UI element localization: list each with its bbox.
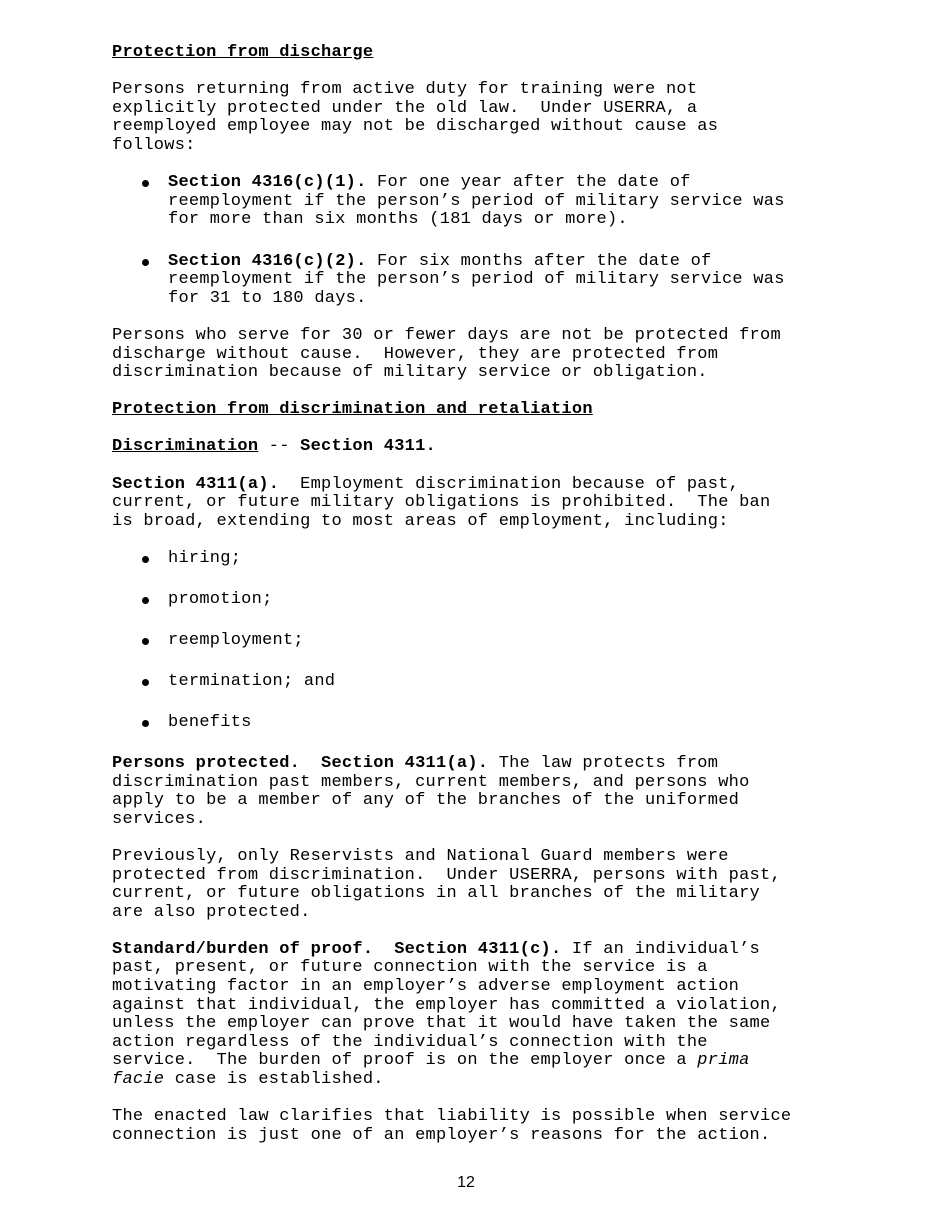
discrimination-subheading-separator: --: [258, 437, 301, 457]
discrimination-subheading: [112, 438, 872, 457]
bullet-icon: [142, 679, 149, 686]
discrimination-subheading-label: Discrimination: [112, 437, 259, 457]
list-item: [112, 174, 872, 230]
section-4311a-text: Employment discrimination because of past, current, or future military obligations is prohibited. The ban is broad, extending to most areas of employment, including:: [112, 474, 771, 531]
persons-protected-text: The law protects from discrimination past members, current members, and persons who apply to be a member of any of the branches of the uniformed services.: [112, 753, 750, 829]
section-4316c1-label: Section 4316(c)(1).: [168, 173, 367, 193]
list-item: [112, 714, 872, 733]
discrimination-subheading-section: Section 4311.: [300, 437, 437, 457]
discharge-closing-paragraph: Persons who serve for 30 or fewer days are not be protected from discharge without cause. However, they are protected from discrimination because of military service or obligation.: [112, 325, 781, 383]
page-number: 12: [457, 1174, 475, 1191]
prima-italic: prima: [697, 1051, 750, 1071]
persons-protected-paragraph: [112, 755, 872, 829]
burden-of-proof-text: If an individual’s past, present, or future connection with the service is a motivating factor in an employer’s adverse employment action against that individual, the employer has committed a violation, unless the employer can prove that it would have taken the same action regardless of the individual’s connection with the service. The burden of proof is on the employer once a: [112, 939, 781, 1071]
section-4311a-paragraph: [112, 476, 872, 532]
burden-of-proof-end: case is established.: [164, 1070, 384, 1090]
list-item: [112, 632, 872, 651]
burden-of-proof-label: Standard/burden of proof. Section 4311(c).: [112, 939, 562, 959]
list-item: [112, 550, 872, 569]
discharge-intro-paragraph: Persons returning from active duty for training were not explicitly protected under the old law. Under USERRA, a reemployed employee may not be discharged without cause as follows:: [112, 80, 719, 155]
area-hiring: hiring;: [168, 549, 242, 569]
persons-protected-label: Persons protected. Section 4311(a).: [112, 753, 489, 773]
bullet-icon: [142, 180, 149, 187]
facie-italic: facie: [112, 1070, 165, 1090]
employment-areas-list: [112, 550, 872, 733]
document-page: [112, 44, 872, 1164]
bullet-icon: [142, 638, 149, 645]
section-heading-discharge: Protection from discharge: [112, 43, 374, 62]
list-item: [112, 253, 872, 309]
bullet-icon: [142, 720, 149, 727]
enacted-law-paragraph: The enacted law clarifies that liability is possible when service connection is just one of an employer’s reasons for the action.: [112, 1107, 792, 1145]
previously-paragraph: Previously, only Reservists and National Guard members were protected from discrimination. Under USERRA, persons with past, current, or future obligations in all branches of the military are also protected.: [112, 846, 781, 922]
list-item: [112, 673, 872, 692]
area-termination: termination; and: [168, 671, 336, 691]
section-4316c2-text: For six months after the date of reemployment if the person’s period of military service was for 31 to 180 days.: [168, 251, 785, 308]
section-heading-discrimination: Protection from discrimination and retaliation: [112, 400, 593, 420]
area-promotion: promotion;: [168, 590, 273, 610]
list-item: [112, 591, 872, 610]
section-4316c2-label: Section 4316(c)(2).: [168, 251, 367, 271]
area-reemployment: reemployment;: [168, 631, 304, 650]
area-benefits: benefits: [168, 712, 252, 732]
discharge-bullet-list: [112, 174, 872, 308]
burden-of-proof-paragraph: [112, 941, 872, 1090]
section-4316c1-text: For one year after the date of reemployment if the person’s period of military service was for more than six months (181 days or more).: [168, 173, 785, 230]
bullet-icon: [142, 597, 149, 604]
bullet-icon: [142, 259, 149, 266]
section-4311a-label: Section 4311(a).: [112, 474, 280, 494]
bullet-icon: [142, 556, 149, 563]
